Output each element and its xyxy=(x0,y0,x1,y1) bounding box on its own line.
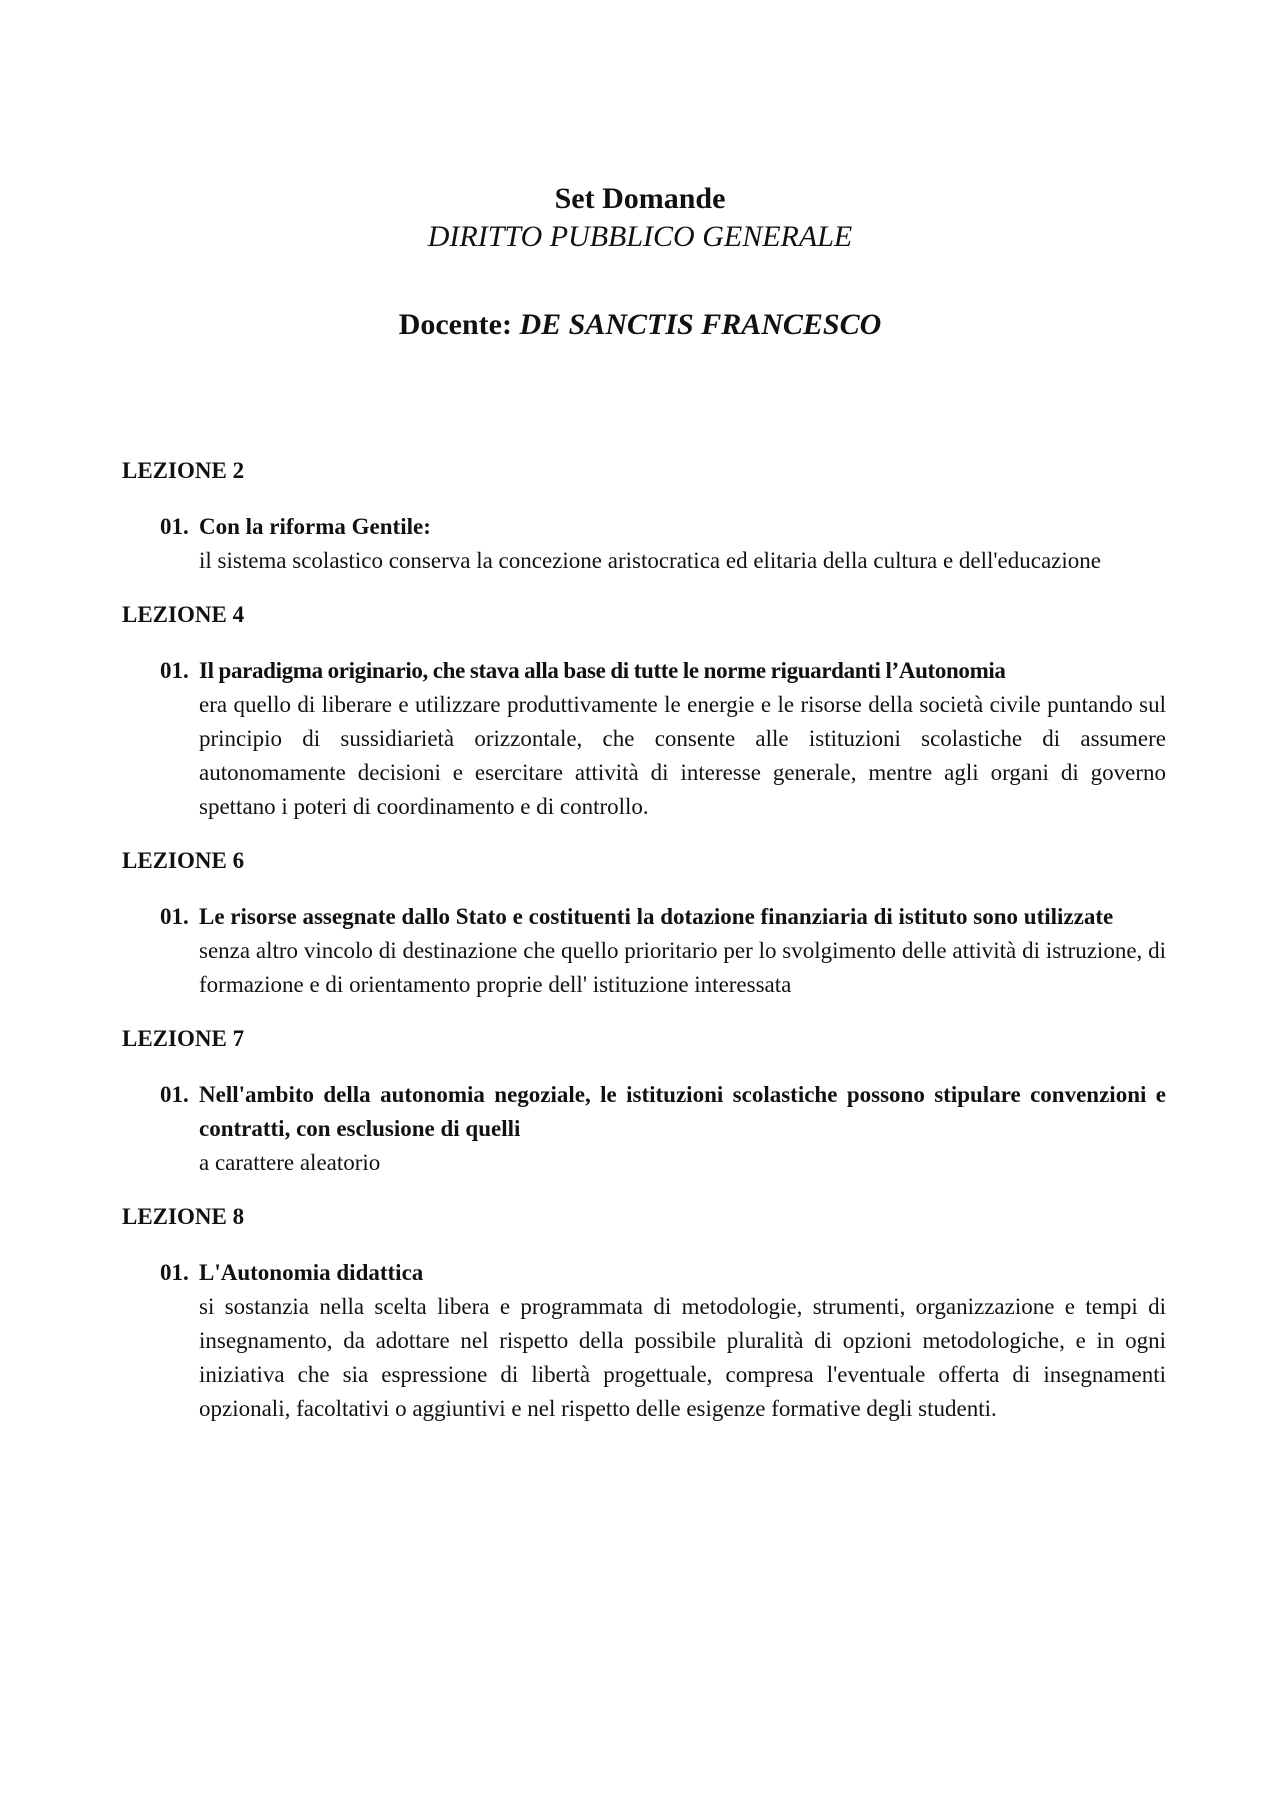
teacher-line xyxy=(0,306,1280,344)
question-text: Nell'ambito della autonomia negoziale, le istituzioni scolastiche possono stipulare convenzioni e contratti, con esclusione di quelli xyxy=(199,1082,1166,1141)
question-text: L'Autonomia didattica xyxy=(199,1260,424,1285)
question-number: 01. xyxy=(160,514,189,539)
answer-text: era quello di liberare e utilizzare produttivamente le energie e le risorse della società civile puntando sul principio di sussidiarietà orizzontale, che consente alle istituzioni scolastiche di assumere autonomamente decisioni e esercitare attività di interesse generale, mentre agli organi di governo spettano i poteri di coordinamento e di controllo. xyxy=(199,692,1166,819)
teacher-label: Docente: xyxy=(398,308,512,341)
document-header xyxy=(0,180,1280,344)
question-number: 01. xyxy=(160,1260,189,1285)
lesson-section xyxy=(122,454,1166,578)
question-text: Le risorse assegnate dallo Stato e costituenti la dotazione finanziaria di istituto sono utilizzate xyxy=(199,904,1114,929)
question-item xyxy=(122,900,1166,1002)
lesson-title: LEZIONE 7 xyxy=(122,1026,245,1051)
lesson-section xyxy=(122,1200,1166,1426)
question-item xyxy=(122,654,1166,824)
lesson-title: LEZIONE 4 xyxy=(122,602,245,627)
question-item xyxy=(122,1078,1166,1180)
question-number: 01. xyxy=(160,658,189,683)
document-title: Set Domande xyxy=(554,182,726,215)
question-number: 01. xyxy=(160,904,189,929)
lesson-section xyxy=(122,844,1166,1002)
lesson-title: LEZIONE 2 xyxy=(122,458,245,483)
course-subject: DIRITTO PUBBLICO GENERALE xyxy=(427,220,853,253)
answer-text: il sistema scolastico conserva la concezione aristocratica ed elitaria della cultura e dell'educazione xyxy=(199,548,1101,573)
question-number: 01. xyxy=(160,1082,189,1107)
teacher-name: DE SANCTIS FRANCESCO xyxy=(519,308,882,341)
question-text: Con la riforma Gentile: xyxy=(199,514,431,539)
lesson-section xyxy=(122,598,1166,824)
lesson-title: LEZIONE 6 xyxy=(122,848,245,873)
lesson-title: LEZIONE 8 xyxy=(122,1204,245,1229)
answer-text: senza altro vincolo di destinazione che quello prioritario per lo svolgimento delle attività di istruzione, di formazione e di orientamento proprie dell' istituzione interessata xyxy=(199,938,1166,997)
question-item xyxy=(122,510,1166,578)
question-text: Il paradigma originario, che stava alla base di tutte le norme riguardanti l’Autonomia xyxy=(199,658,1006,683)
questions-list xyxy=(122,454,1166,1446)
answer-text: a carattere aleatorio xyxy=(199,1150,381,1175)
answer-text: si sostanzia nella scelta libera e programmata di metodologie, strumenti, organizzazione e tempi di insegnamento, da adottare nel rispetto della possibile pluralità di opzioni metodologiche, e in ogni iniziativa che sia espressione di libertà progettuale, compresa l'eventuale offerta di insegnamenti opzionali, facoltativi o aggiuntivi e nel rispetto delle esigenze formative degli studenti. xyxy=(199,1294,1166,1421)
question-item xyxy=(122,1256,1166,1426)
lesson-section xyxy=(122,1022,1166,1180)
